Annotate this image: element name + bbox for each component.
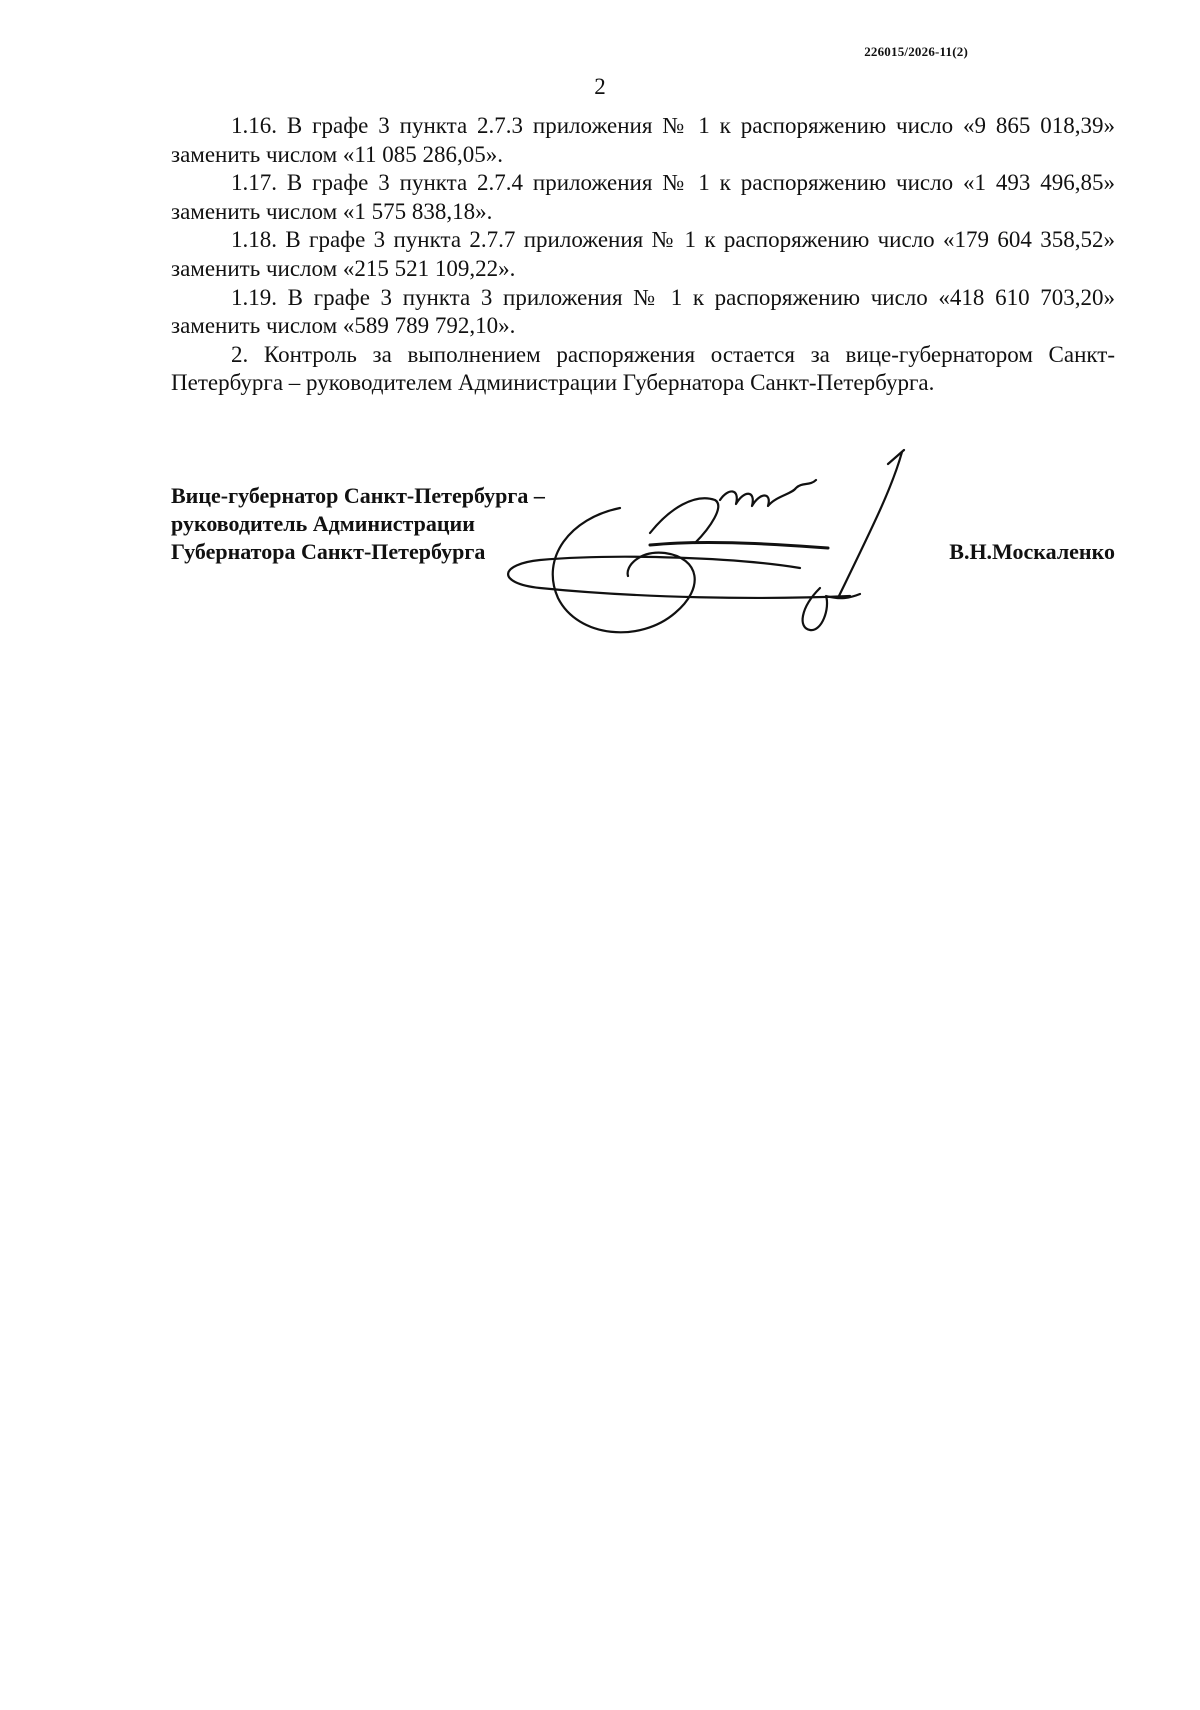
paragraph-1-17: 1.17. В графе 3 пункта 2.7.4 приложения № 1 к распоряжению число «1 493 496,85» заменить числом «1 575 838,18». — [171, 170, 1115, 224]
paragraph-1-16: 1.16. В графе 3 пункта 2.7.3 приложения № 1 к распоряжению число «9 865 018,39» заменить числом «11 085 286,05». — [171, 113, 1115, 167]
document-code: 226015/2026-11(2) — [864, 44, 968, 59]
signatory-title-line: Вице-губернатор Санкт-Петербурга – — [171, 483, 545, 508]
paragraph-1-18: 1.18. В графе 3 пункта 2.7.7 приложения № 1 к распоряжению число «179 604 358,52» заменить числом «215 521 109,22». — [171, 227, 1115, 281]
paragraph-1-19: 1.19. В графе 3 пункта 3 приложения № 1 к распоряжению число «418 610 703,20» заменить числом «589 789 792,10». — [171, 284, 1115, 339]
signatory-title-line: руководитель Администрации — [171, 511, 475, 536]
signatory-name: В.Н.Москаленко — [949, 539, 1115, 564]
signatory-title — [171, 482, 545, 566]
signatory-title-line: Губернатора Санкт-Петербурга — [171, 539, 486, 564]
handwritten-signature-icon — [500, 448, 920, 648]
page-number: 2 — [594, 74, 606, 99]
paragraph-2: 2. Контроль за выполнением распоряжения остается за вице-губернатором Санкт-Петербурга – руководителем Администрации Губернатора Санкт-Петербурга. — [171, 341, 1115, 396]
document-body — [171, 112, 1115, 398]
